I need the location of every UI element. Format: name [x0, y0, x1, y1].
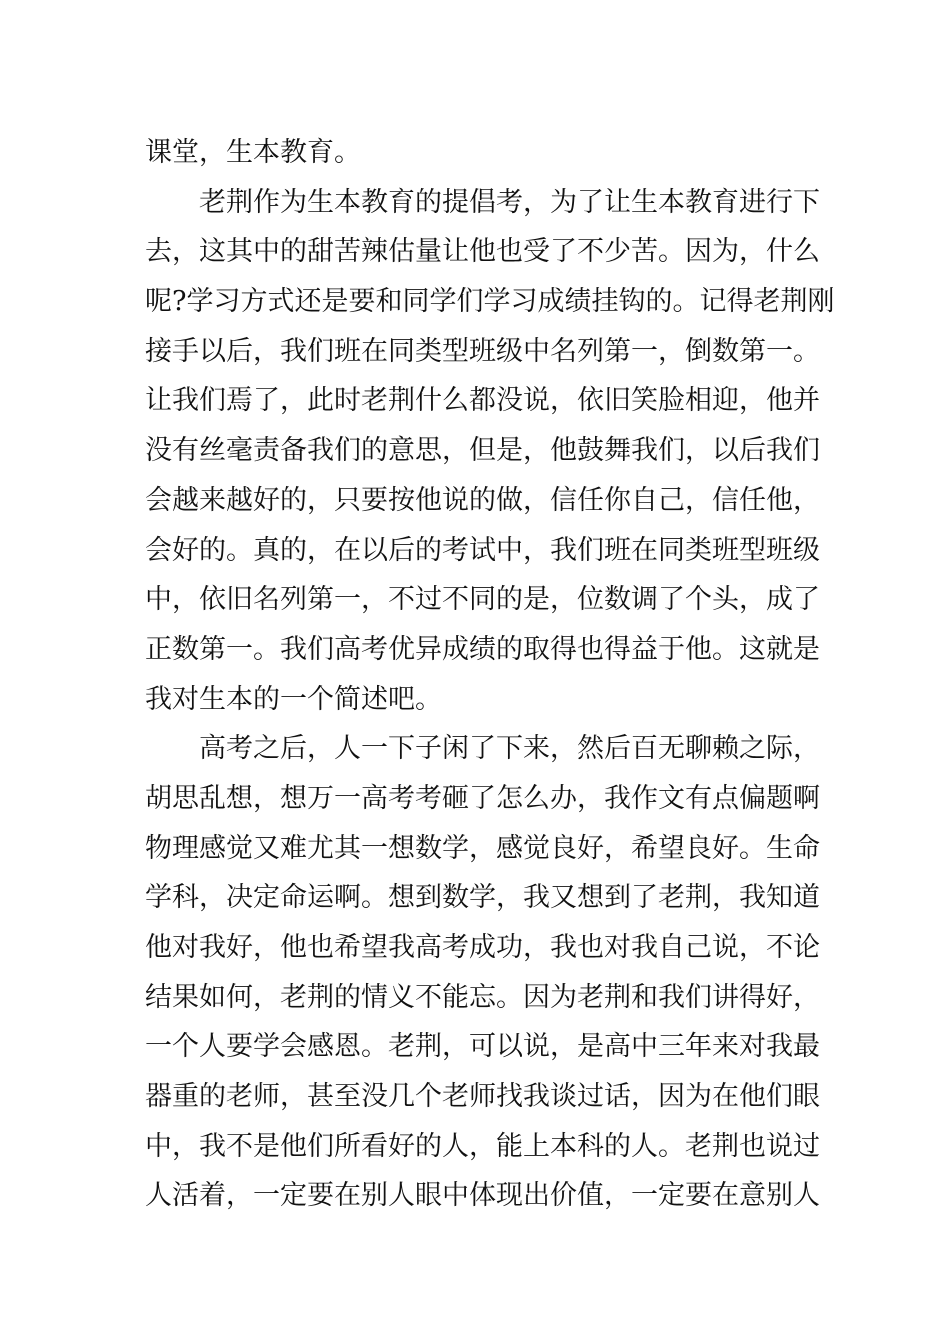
text-line: 会越来越好的，只要按他说的做，信任你自己，信任他，	[145, 484, 820, 516]
text-line: 他对我好，他也希望我高考成功，我也对我自己说，不论	[145, 932, 820, 963]
text-line: 接手以后，我们班在同类型班级中名列第一，倒数第一。	[145, 335, 820, 367]
body-text	[145, 128, 835, 1221]
text-line: 让我们焉了，此时老荆什么都没说，依旧笑脸相迎，他并	[145, 385, 820, 417]
text-line: 我对生本的一个简述吧。	[145, 683, 442, 715]
text-line: 会好的。真的，在以后的考试中，我们班在同类班型班级	[145, 534, 820, 566]
text-line: 中，我不是他们所看好的人，能上本科的人。老荆也说过	[145, 1130, 820, 1162]
text-line: 正数第一。我们高考优异成绩的取得也得益于他。这就是	[145, 633, 820, 665]
text-line: 没有丝毫责备我们的意思，但是，他鼓舞我们，以后我们	[145, 435, 820, 467]
text-line: 呢?学习方式还是要和同学们学习成绩挂钩的。记得老荆刚	[145, 286, 835, 318]
text-line: 中，依旧名列第一，不过不同的是，位数调了个头，成了	[145, 584, 820, 616]
text-line: 学科，决定命运啊。想到数学，我又想到了老荆，我知道	[145, 882, 820, 914]
text-line: 物理感觉又难尤其一想数学，感觉良好，希望良好。生命	[145, 832, 820, 864]
text-line: 人活着，一定要在别人眼中体现出价值，一定要在意别人	[145, 1180, 820, 1212]
text-line: 高考之后，人一下子闲了下来，然后百无聊赖之际，	[199, 733, 820, 765]
text-line: 老荆作为生本教育的提倡考，为了让生本教育进行下	[199, 186, 820, 218]
text-line: 结果如何，老荆的情义不能忘。因为老荆和我们讲得好，	[145, 981, 820, 1013]
text-line: 去，这其中的甜苦辣估量让他也受了不少苦。因为，什么	[145, 236, 820, 268]
text-line: 器重的老师，甚至没几个老师找我谈过话，因为在他们眼	[145, 1081, 820, 1113]
text-line: 课堂，生本教育。	[145, 137, 361, 168]
text-line: 一个人要学会感恩。老荆，可以说，是高中三年来对我最	[145, 1031, 820, 1063]
text-line: 胡思乱想，想万一高考考砸了怎么办，我作文有点偏题啊	[145, 782, 820, 814]
